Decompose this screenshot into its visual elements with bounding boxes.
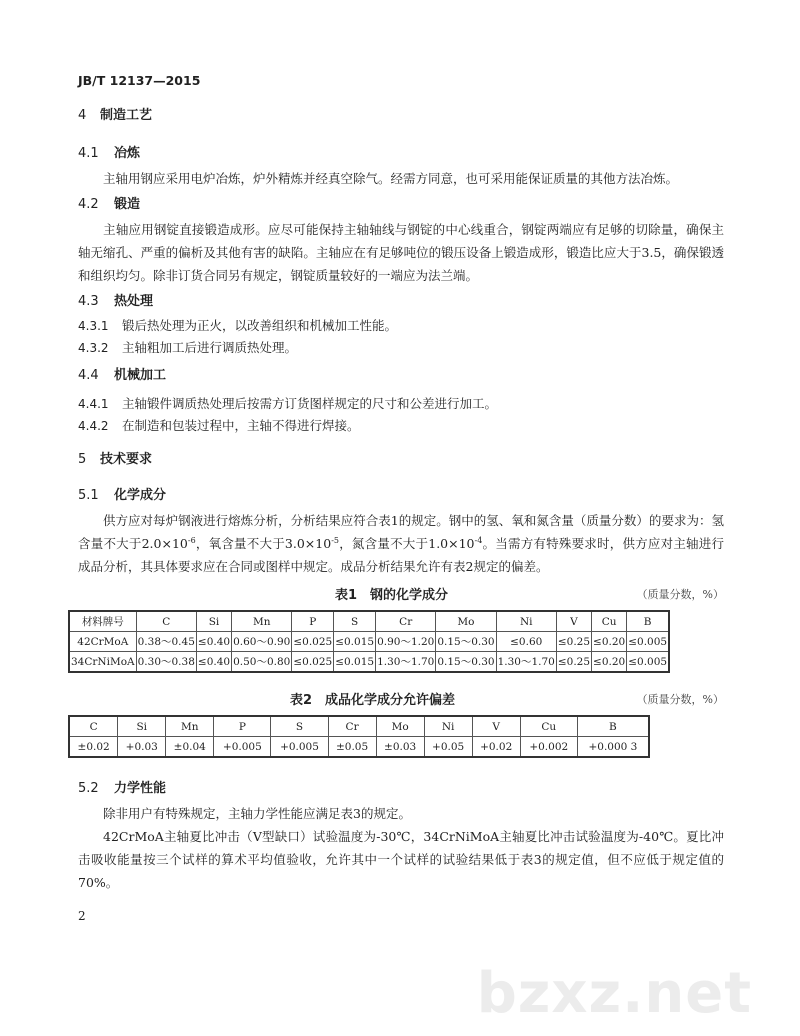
table-row: [69, 632, 669, 652]
table-cell: ≤0.25: [556, 652, 591, 673]
column-header: Cr: [376, 611, 436, 632]
section-4-heading: 4 制造工艺: [78, 108, 153, 123]
column-header: Mo: [436, 611, 496, 632]
table-header-row: [69, 716, 649, 737]
table-2-caption-row: [68, 689, 724, 709]
table-1-unit: （质量分数，%）: [636, 588, 724, 601]
section-5-1-text: 供方应对每炉钢液进行熔炼分析，分析结果应符合表1的规定。钢中的氢、氧和氮含量（质量分数）的要求为：氢含量不大于$2.0\times 10^{-6}$，氧含量不大于$3.0\times 10^{-5}$，氮含量不大于$1.0\times 10^{-4}$。当需方有特殊要求时，供方应对主轴进行成品分析，其具体要求应在合同或图样中规定。成品分析结果允许有表2规定的偏差。: [78, 513, 724, 574]
watermark: bzxz.net: [476, 961, 752, 1026]
table-cell: +0.005: [271, 737, 328, 758]
section-5-2-para-2: 42CrMoA主轴夏比冲击（V型缺口）试验温度为-30℃，34CrNiMoA主轴夏比冲击试验温度为-40℃。夏比冲击吸收能量按三个试样的算术平均值验收，允许其中一个试样的试验结果低于表3的规定值，但不应低于规定值的70%。: [78, 829, 724, 890]
table-cell: 1.30～1.70: [376, 652, 436, 673]
section-4-1-heading: 4.1 冶炼: [78, 146, 141, 161]
table-2-unit: （质量分数，%）: [636, 693, 724, 706]
table-cell: ≤0.40: [196, 632, 231, 652]
page-number: 2: [78, 909, 86, 923]
column-header: Mn: [232, 611, 292, 632]
table-cell: ±0.02: [69, 737, 118, 758]
table-2-caption: 表2 成品化学成分允许偏差: [290, 693, 456, 708]
section-4-2-text: 主轴应用钢锭直接锻造成形。应尽可能保持主轴轴线与钢锭的中心线重合，钢锭两端应有足够的切除量，确保主轴无缩孔、严重的偏析及其他有害的缺陷。主轴应在有足够吨位的锻压设备上锻造成形，锻造比应大于3.5，确保锻透和组织均匀。除非订货合同另有规定，钢锭质量较好的一端应为法兰端。: [78, 222, 724, 283]
column-header: S: [271, 716, 328, 737]
table-cell: ≤0.40: [196, 652, 231, 673]
section-5-2-heading: 5.2 力学性能: [78, 781, 167, 796]
column-header: C: [69, 716, 118, 737]
table-cell: 0.50～0.80: [232, 652, 292, 673]
column-header: B: [577, 716, 649, 737]
column-header: Cr: [328, 716, 376, 737]
table-cell: +0.05: [424, 737, 472, 758]
clause-4-4-2: 4.4.2 在制造和包装过程中，主轴不得进行焊接。: [78, 418, 360, 433]
column-header: Mn: [166, 716, 214, 737]
table-cell: ±0.04: [166, 737, 214, 758]
section-5-2-para-1: 除非用户有特殊规定，主轴力学性能应满足表3的规定。: [103, 806, 411, 821]
column-header: S: [334, 611, 376, 632]
table-cell: ≤0.015: [334, 632, 376, 652]
column-header: P: [214, 716, 271, 737]
section-5-1-heading: 5.1 化学成分: [78, 488, 167, 503]
table-cell: 1.30～1.70: [496, 652, 556, 673]
clause-4-4-1: 4.4.1 主轴锻件调质热处理后按需方订货图样规定的尺寸和公差进行加工。: [78, 396, 498, 411]
table-row: [69, 737, 649, 758]
table-cell: 0.90～1.20: [376, 632, 436, 652]
table-cell: ±0.05: [328, 737, 376, 758]
column-header: Ni: [496, 611, 556, 632]
section-5-heading: 5 技术要求: [78, 452, 153, 467]
table-2: [68, 715, 724, 758]
table-cell: 0.30～0.38: [136, 652, 196, 673]
table-cell: ≤0.25: [556, 632, 591, 652]
clause-4-3-1: 4.3.1 锻后热处理为正火，以改善组织和机械加工性能。: [78, 318, 398, 333]
table-cell: 0.60～0.90: [232, 632, 292, 652]
table-cell: ≤0.20: [592, 652, 627, 673]
section-4-1-text: 主轴用钢应采用电炉冶炼，炉外精炼并经真空除气。经需方同意，也可采用能保证质量的其他方法冶炼。: [103, 171, 679, 186]
table-cell: ≤0.015: [334, 652, 376, 673]
column-header: B: [627, 611, 669, 632]
column-header: 材料牌号: [69, 611, 136, 632]
table-cell: +0.002: [520, 737, 577, 758]
section-4-2-heading: 4.2 锻造: [78, 197, 141, 212]
section-4-3-heading: 4.3 热处理: [78, 294, 154, 309]
table-cell: +0.03: [118, 737, 166, 758]
section-4-4-heading: 4.4 机械加工: [78, 368, 167, 383]
table-header-row: [69, 611, 669, 632]
table-cell: +0.02: [472, 737, 520, 758]
table-row: [69, 652, 669, 673]
table-cell: +0.005: [214, 737, 271, 758]
table-cell: ≤0.005: [627, 652, 669, 673]
table-cell: 42CrMoA: [69, 632, 136, 652]
table-cell: ≤0.025: [292, 652, 334, 673]
table-1: [68, 610, 724, 673]
table-cell: 0.15～0.30: [436, 652, 496, 673]
table-1-caption: 表1 钢的化学成分: [335, 588, 449, 603]
column-header: Cu: [520, 716, 577, 737]
column-header: Si: [196, 611, 231, 632]
table-cell: 0.15～0.30: [436, 632, 496, 652]
clause-4-3-2: 4.3.2 主轴粗加工后进行调质热处理。: [78, 340, 298, 355]
column-header: Cu: [592, 611, 627, 632]
table-cell: ≤0.20: [592, 632, 627, 652]
column-header: Ni: [424, 716, 472, 737]
table-1-caption-row: [68, 584, 724, 604]
column-header: V: [556, 611, 591, 632]
column-header: C: [136, 611, 196, 632]
table-cell: 34CrNiMoA: [69, 652, 136, 673]
table-cell: +0.000 3: [577, 737, 649, 758]
column-header: Si: [118, 716, 166, 737]
table-cell: ±0.03: [376, 737, 424, 758]
column-header: V: [472, 716, 520, 737]
column-header: P: [292, 611, 334, 632]
document-header: JB/T 12137—2015: [78, 73, 201, 88]
table-cell: ≤0.005: [627, 632, 669, 652]
table-cell: ≤0.60: [496, 632, 556, 652]
column-header: Mo: [376, 716, 424, 737]
table-cell: ≤0.025: [292, 632, 334, 652]
table-cell: 0.38～0.45: [136, 632, 196, 652]
